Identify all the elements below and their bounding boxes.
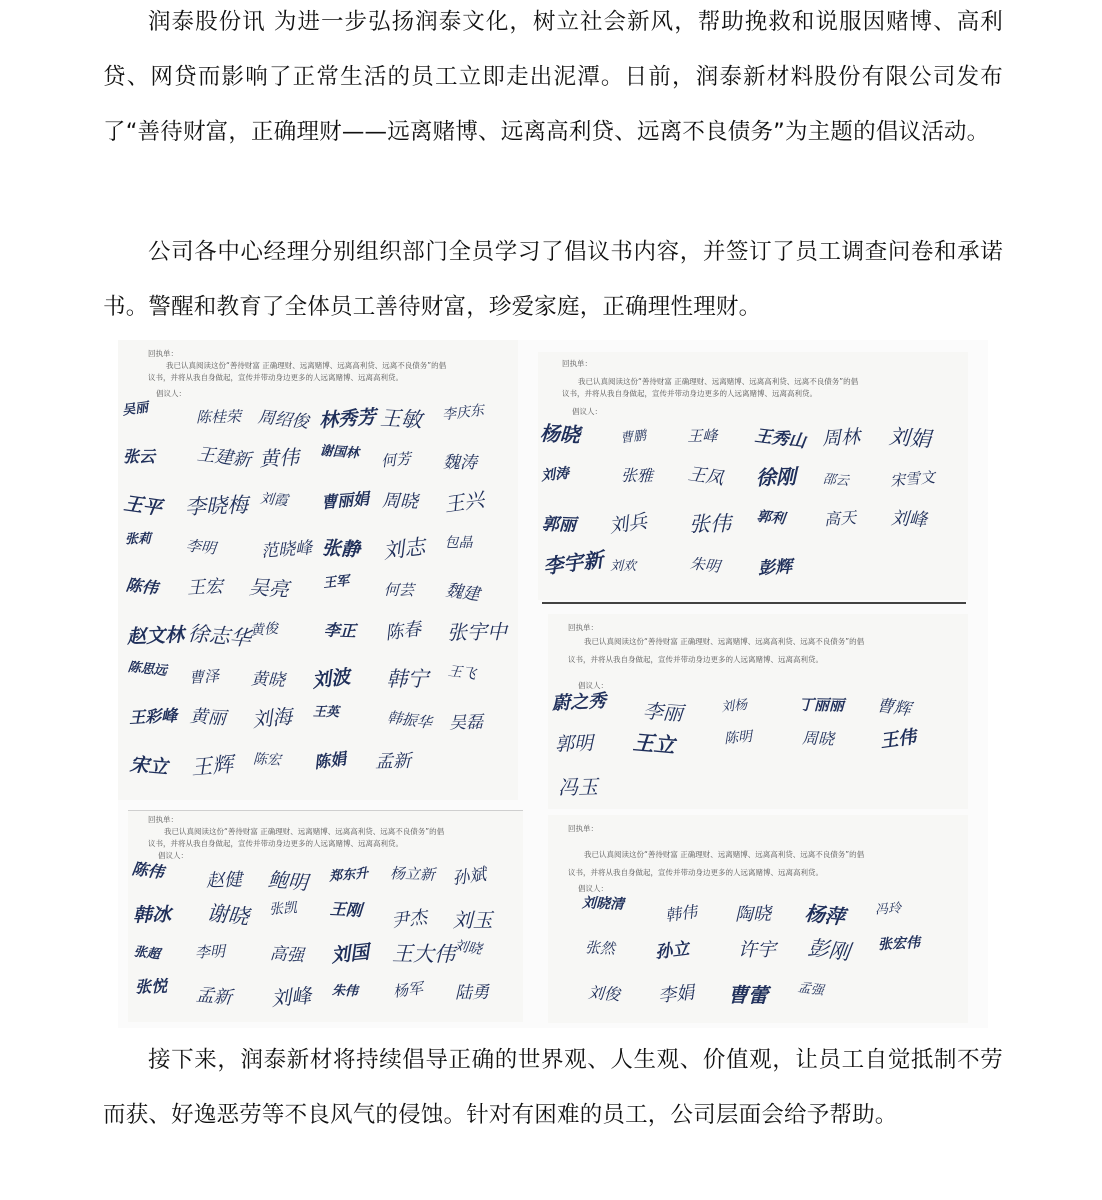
signature: 张莉 bbox=[124, 531, 152, 548]
signature: 杨军 bbox=[392, 979, 425, 1002]
signature: 李正 bbox=[323, 620, 357, 641]
signature: 陈明 bbox=[723, 729, 753, 748]
signature: 刘俊 bbox=[587, 982, 621, 1005]
signature: 周林 bbox=[821, 426, 861, 450]
signature: 黄晓 bbox=[250, 669, 286, 691]
receipt-text-line1: 我已认真阅读这份“善待财富 正确理财、远离赌博、远离高利贷、远离不良债务”的倡 bbox=[584, 637, 865, 646]
signature: 彭辉 bbox=[757, 557, 793, 579]
signature: 张宇中 bbox=[446, 619, 507, 645]
signature: 何芳 bbox=[380, 449, 413, 471]
signature: 朱伟 bbox=[331, 983, 359, 1000]
signature: 谢国林 bbox=[319, 443, 360, 462]
signature: 刘娟 bbox=[887, 424, 932, 452]
signature: 王彩峰 bbox=[128, 706, 178, 728]
signature: 鲍明 bbox=[266, 867, 309, 895]
signature: 陈伟 bbox=[124, 575, 159, 599]
signature: 周晓 bbox=[801, 728, 835, 749]
signature: 何芸 bbox=[384, 581, 415, 600]
signature: 赵健 bbox=[206, 869, 243, 892]
signature: 宋立 bbox=[128, 753, 169, 779]
signature: 刘晓 bbox=[452, 937, 483, 958]
receipt-text-line1: 我已认真阅读这份“善待财富 正确理财、远离赌博、远离高利贷、远离不良债务”的倡 bbox=[578, 377, 859, 386]
signature: 林秀芳 bbox=[318, 406, 377, 432]
signature: 王宏 bbox=[186, 576, 224, 600]
signature: 谢晓 bbox=[206, 900, 251, 929]
signature: 韩冰 bbox=[132, 903, 172, 927]
signature: 郭明 bbox=[554, 732, 594, 756]
signature: 吴亮 bbox=[247, 574, 290, 602]
signer-label: 倡议人： bbox=[158, 851, 188, 860]
signature: 刘杨 bbox=[720, 697, 748, 716]
signature: 刘峰 bbox=[269, 983, 312, 1011]
signature: 李晓梅 bbox=[184, 492, 249, 519]
paragraph-study: 公司各中心经理分别组织部门全员学习了倡议书内容，并签订了员工调查问卷和承诺书。警醒和教育了全体员工善待财富，珍爱家庭，正确理性理财。 bbox=[103, 239, 1003, 320]
signature: 王大伟 bbox=[392, 940, 456, 967]
signature: 王敏 bbox=[379, 405, 423, 433]
signature: 韩宁 bbox=[386, 667, 429, 691]
receipt-text-line2: 议书，并将从我自身做起，宣传并带动身边更多的人远离赌博、远离高利贷。 bbox=[148, 839, 403, 848]
receipt-text-line1: 我已认真阅读这份“善待财富 正确理财、远离赌博、远离高利贷、远离不良债务”的倡 bbox=[584, 850, 865, 859]
signature: 孙斌 bbox=[450, 864, 488, 890]
receipt-text-line2: 议书，并将从我自身做起，宣传并带动身边更多的人远离赌博、远离高利贷。 bbox=[568, 655, 823, 664]
signature: 韩伟 bbox=[663, 901, 699, 926]
signature: 孙立 bbox=[654, 938, 691, 963]
signature: 刘国 bbox=[330, 940, 371, 967]
signature: 王峰 bbox=[687, 427, 718, 445]
receipt-sheet-5 bbox=[548, 815, 968, 1023]
signature: 李庆东 bbox=[440, 402, 485, 424]
signature: 彭刚 bbox=[806, 935, 852, 965]
signature: 魏涛 bbox=[442, 453, 477, 474]
signature: 郭丽 bbox=[541, 514, 577, 536]
signature: 宋雪文 bbox=[889, 468, 936, 490]
signature: 包晶 bbox=[444, 535, 473, 551]
signature: 王立 bbox=[631, 729, 676, 759]
signature: 刘玉 bbox=[452, 907, 493, 932]
signature: 陆勇 bbox=[454, 982, 489, 1004]
signature: 刘海 bbox=[250, 704, 293, 733]
signature: 陈娟 bbox=[312, 748, 348, 772]
signature: 郑东升 bbox=[328, 866, 369, 885]
signature: 刘晓清 bbox=[581, 895, 625, 913]
signature: 曹丽娟 bbox=[320, 488, 370, 512]
signature: 王军 bbox=[322, 573, 350, 592]
signature: 王建新 bbox=[196, 444, 253, 472]
receipt-text-line2: 议书，并将从我自身做起，宣传并带动身边更多的人远离赌博、远离高利贷。 bbox=[562, 389, 817, 398]
signature: 刘波 bbox=[310, 665, 352, 693]
receipt-text-line2: 议书，并将从我自身做起，宣传并带动身边更多的人远离赌博、远离高利贷。 bbox=[148, 373, 403, 382]
signature: 王平 bbox=[122, 492, 164, 520]
receipt-label: 回执单： bbox=[562, 359, 592, 368]
signature: 王飞 bbox=[446, 663, 477, 683]
signature: 张凯 bbox=[268, 899, 298, 918]
signature: 黄丽 bbox=[189, 706, 227, 730]
signature: 魏建 bbox=[444, 581, 481, 606]
signature: 李丽 bbox=[642, 698, 684, 726]
signature: 尹杰 bbox=[390, 906, 429, 932]
signature: 刘志 bbox=[382, 534, 427, 564]
sheet-divider bbox=[542, 602, 966, 604]
signature: 孟新 bbox=[375, 750, 412, 772]
signature: 冯玉 bbox=[557, 774, 599, 800]
receipt-text-line1: 我已认真阅读这份“善待财富 正确理财、远离赌博、远离高利贷、远离不良债务”的倡 bbox=[164, 827, 445, 836]
signature: 丁丽丽 bbox=[798, 695, 845, 715]
signature: 张悦 bbox=[134, 976, 168, 997]
signature: 陈思远 bbox=[127, 659, 168, 679]
signature: 王秀山 bbox=[753, 425, 807, 453]
signature: 王辉 bbox=[190, 751, 235, 780]
signature: 张然 bbox=[584, 938, 616, 958]
receipt-label: 回执单： bbox=[148, 815, 178, 824]
signature: 徐志华 bbox=[187, 620, 253, 651]
signature: 黄俊 bbox=[249, 620, 279, 639]
signature: 徐刚 bbox=[755, 464, 796, 490]
signature: 李明 bbox=[194, 941, 226, 962]
signature: 孟新 bbox=[195, 984, 234, 1009]
signature: 王兴 bbox=[442, 486, 486, 517]
signature: 杨立新 bbox=[390, 864, 436, 884]
signature: 陈伟 bbox=[130, 858, 166, 883]
signature: 李明 bbox=[185, 536, 218, 558]
signature: 许宇 bbox=[738, 939, 777, 961]
signature: 陶晓 bbox=[734, 903, 772, 926]
signature: 陈桂荣 bbox=[196, 407, 242, 427]
signature: 吴丽 bbox=[121, 400, 150, 419]
signature: 黄伟 bbox=[258, 445, 300, 472]
signature: 陈宏 bbox=[252, 751, 281, 769]
signature: 杨萍 bbox=[803, 900, 846, 930]
paragraph-next-steps: 接下来，润泰新材将持续倡导正确的世界观、人生观、价值观，让员工自觉抵制不劳而获、好逸恶劳等不良风气的侵蚀。针对有困难的员工，公司层面会给予帮助。 bbox=[103, 1047, 1003, 1128]
signature: 张雅 bbox=[620, 465, 654, 486]
signature: 韩振华 bbox=[386, 708, 434, 733]
signature: 郭利 bbox=[755, 508, 786, 528]
signature: 冯玲 bbox=[874, 901, 902, 918]
signer-label: 倡议人： bbox=[578, 884, 608, 893]
signature: 王英 bbox=[312, 705, 340, 721]
signature: 李宇新 bbox=[541, 547, 605, 579]
signature: 李娟 bbox=[657, 982, 696, 1007]
signature-scan-image bbox=[118, 340, 988, 1028]
signature: 曹鹏 bbox=[619, 428, 648, 447]
receipt-text-line1: 我已认真阅读这份“善待财富 正确理财、远离赌博、远离高利贷、远离不良债务”的倡 bbox=[166, 361, 447, 370]
signature: 刘峰 bbox=[890, 508, 928, 531]
signature: 刘霞 bbox=[258, 490, 289, 509]
signature: 曹泽 bbox=[188, 666, 220, 688]
signer-label: 倡议人： bbox=[578, 681, 608, 690]
signature: 刘欢 bbox=[610, 559, 637, 574]
signature: 陈春 bbox=[384, 618, 423, 645]
signature: 周晓 bbox=[381, 490, 419, 513]
signature: 曹蕾 bbox=[727, 982, 769, 1008]
receipt-label: 回执单： bbox=[568, 824, 598, 833]
signature: 张超 bbox=[132, 943, 161, 963]
signature: 朱明 bbox=[689, 554, 722, 576]
signature: 吴磊 bbox=[448, 712, 484, 734]
signature: 王凤 bbox=[686, 463, 726, 490]
signature: 张云 bbox=[123, 447, 156, 467]
signature: 王伟 bbox=[878, 726, 918, 753]
receipt-label: 回执单： bbox=[568, 623, 598, 632]
signature: 范晓峰 bbox=[260, 538, 313, 562]
signer-label: 倡议人： bbox=[156, 389, 186, 398]
signature: 张伟 bbox=[689, 511, 732, 537]
signature: 邵云 bbox=[821, 471, 850, 490]
signature: 蔚之秀 bbox=[551, 690, 607, 715]
receipt-sheet-4 bbox=[128, 810, 523, 1022]
receipt-sheet-1 bbox=[118, 340, 518, 800]
signature: 刘涛 bbox=[540, 465, 570, 485]
paragraph-intro: 润泰股份讯 为进一步弘扬润泰文化，树立社会新风，帮助挽救和说服因赌博、高利贷、网贷而影响了正常生活的员工立即走出泥潭。日前，润泰新材料股份有限公司发布了“善待财富，正确理财——远离赌博、远离高利贷、远离不良债务”为主题的倡议活动。 bbox=[103, 9, 1003, 145]
signature: 赵文林 bbox=[126, 623, 185, 648]
signature: 周绍俊 bbox=[256, 407, 310, 433]
signer-label: 倡议人： bbox=[572, 407, 602, 416]
receipt-sheet-2 bbox=[538, 352, 968, 600]
receipt-sheet-3 bbox=[548, 614, 968, 809]
signature: 杨晓 bbox=[539, 420, 581, 448]
signature: 王刚 bbox=[329, 898, 363, 920]
signature: 张静 bbox=[321, 537, 361, 561]
receipt-text-line2: 议书，并将从我自身做起，宣传并带动身边更多的人远离赌博、远离高利贷。 bbox=[568, 868, 823, 877]
signature: 曹辉 bbox=[875, 695, 912, 721]
signature: 张宏伟 bbox=[877, 934, 921, 954]
signature: 孟强 bbox=[796, 980, 825, 999]
signature: 高强 bbox=[268, 943, 305, 966]
receipt-label: 回执单： bbox=[148, 349, 178, 358]
signature: 高天 bbox=[823, 507, 857, 530]
signature: 刘兵 bbox=[608, 510, 649, 538]
